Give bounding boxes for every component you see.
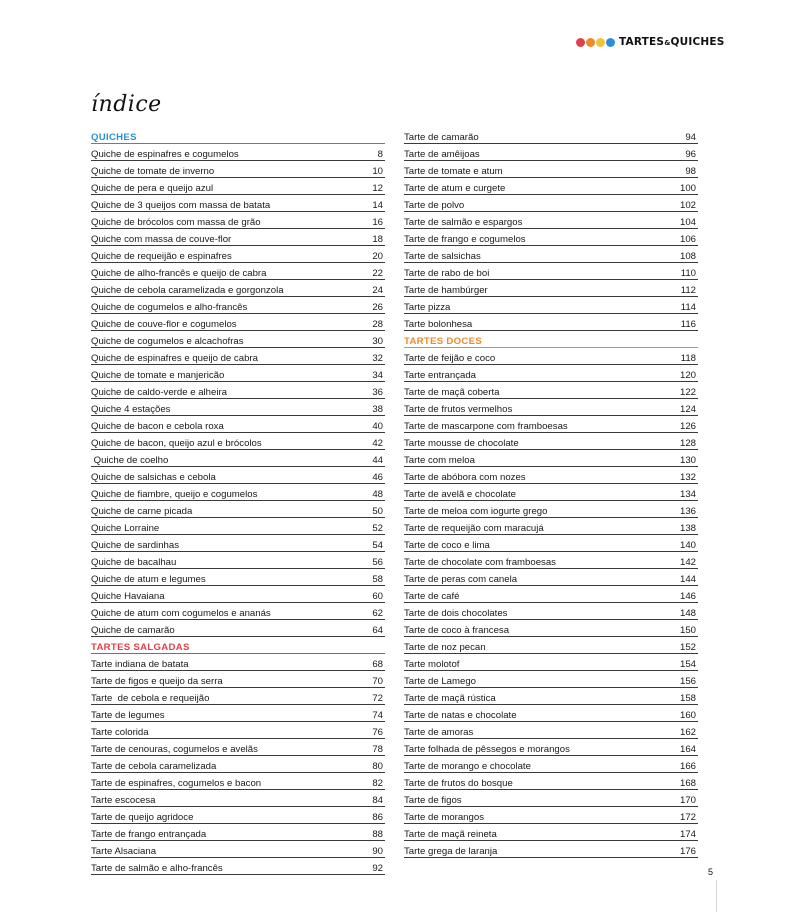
entry-page: 170 bbox=[679, 794, 696, 806]
index-entry bbox=[91, 433, 385, 450]
entry-page: 20 bbox=[372, 250, 383, 262]
index-entry bbox=[91, 263, 385, 280]
entry-label: Tarte de espinafres, cogumelos e bacon bbox=[91, 777, 262, 789]
entry-label: Tarte de legumes bbox=[91, 709, 165, 721]
entry-page: 58 bbox=[372, 573, 383, 585]
entry-label: Tarte de peras com canela bbox=[404, 573, 518, 585]
index-entry bbox=[404, 467, 698, 484]
entry-page: 124 bbox=[679, 403, 696, 415]
entry-page: 168 bbox=[679, 777, 696, 789]
entry-page: 60 bbox=[372, 590, 383, 602]
index-entry bbox=[404, 518, 698, 535]
entry-page: 72 bbox=[372, 692, 383, 704]
index-entry bbox=[404, 450, 698, 467]
entry-label: Tarte de salsichas bbox=[404, 250, 481, 262]
index-entry bbox=[91, 586, 385, 603]
entry-label: Tarte de mascarpone com framboesas bbox=[404, 420, 568, 432]
index-entry bbox=[404, 824, 698, 841]
entry-label: Tarte de rabo de boi bbox=[404, 267, 490, 279]
entry-label: Quiche Lorraine bbox=[91, 522, 160, 534]
index-entry bbox=[404, 603, 698, 620]
entry-page: 144 bbox=[679, 573, 696, 585]
entry-page: 172 bbox=[679, 811, 696, 823]
entry-label: Quiche de requeijão e espinafres bbox=[91, 250, 232, 262]
index-entry bbox=[91, 841, 385, 858]
brand-logo bbox=[576, 35, 725, 49]
entry-page: 98 bbox=[685, 165, 696, 177]
index-entry bbox=[404, 501, 698, 518]
entry-label: Tarte de frutos vermelhos bbox=[404, 403, 513, 415]
index-column-left bbox=[91, 127, 385, 875]
index-entry bbox=[91, 450, 385, 467]
index-entry bbox=[404, 722, 698, 739]
entry-page: 38 bbox=[372, 403, 383, 415]
entry-page: 48 bbox=[372, 488, 383, 500]
entry-page: 14 bbox=[372, 199, 383, 211]
entry-label: Tarte com meloa bbox=[404, 454, 475, 466]
entry-page: 146 bbox=[679, 590, 696, 602]
entry-page: 16 bbox=[372, 216, 383, 228]
brand-dot-blue bbox=[606, 38, 615, 47]
entry-page: 44 bbox=[372, 454, 383, 466]
entry-page: 8 bbox=[377, 148, 383, 160]
index-entry bbox=[404, 790, 698, 807]
entry-page: 92 bbox=[372, 862, 383, 874]
entry-label: Quiche de espinafres e queijo de cabra bbox=[91, 352, 258, 364]
index-entry bbox=[91, 246, 385, 263]
entry-label: Tarte de morangos bbox=[404, 811, 484, 823]
entry-page: 134 bbox=[679, 488, 696, 500]
entry-label: Tarte mousse de chocolate bbox=[404, 437, 519, 449]
index-entry bbox=[404, 382, 698, 399]
entry-label: Tarte de hambúrger bbox=[404, 284, 488, 296]
index-entry bbox=[91, 331, 385, 348]
entry-page: 42 bbox=[372, 437, 383, 449]
page-edge-divider bbox=[716, 880, 717, 912]
entry-label: Quiche de fiambre, queijo e cogumelos bbox=[91, 488, 258, 500]
entry-page: 148 bbox=[679, 607, 696, 619]
entry-page: 50 bbox=[372, 505, 383, 517]
entry-label: Tarte de salmão e alho-francês bbox=[91, 862, 223, 874]
index-entry bbox=[404, 280, 698, 297]
index-entry bbox=[404, 705, 698, 722]
entry-label: Tarte de avelã e chocolate bbox=[404, 488, 516, 500]
entry-label: Tarte de frutos do bosque bbox=[404, 777, 513, 789]
entry-page: 136 bbox=[679, 505, 696, 517]
entry-label: Tarte pizza bbox=[404, 301, 451, 313]
entry-label: Tarte de meloa com iogurte grego bbox=[404, 505, 548, 517]
entry-label: Tarte de frango e cogumelos bbox=[404, 233, 526, 245]
entry-label: Quiche de cebola caramelizada e gorgonzola bbox=[91, 284, 284, 296]
index-entry bbox=[91, 314, 385, 331]
entry-label: Tarte de Lamego bbox=[404, 675, 476, 687]
entry-page: 78 bbox=[372, 743, 383, 755]
index-entry bbox=[404, 144, 698, 161]
entry-page: 152 bbox=[679, 641, 696, 653]
entry-label: Tarte de cebola caramelizada bbox=[91, 760, 217, 772]
entry-label: Quiche de atum e legumes bbox=[91, 573, 206, 585]
brand-name: TARTES&QUICHES bbox=[619, 36, 725, 48]
index-entry bbox=[404, 586, 698, 603]
index-entry bbox=[91, 552, 385, 569]
entry-label: Quiche de tomate de inverno bbox=[91, 165, 215, 177]
entry-label: Tarte de cebola e requeijão bbox=[91, 692, 210, 704]
index-entry bbox=[91, 688, 385, 705]
entry-page: 36 bbox=[372, 386, 383, 398]
entry-page: 24 bbox=[372, 284, 383, 296]
index-entry bbox=[404, 739, 698, 756]
page-number: 5 bbox=[708, 867, 714, 877]
entry-page: 138 bbox=[679, 522, 696, 534]
entry-label: Tarte de requeijão com maracujá bbox=[404, 522, 544, 534]
index-entry bbox=[404, 654, 698, 671]
entry-page: 114 bbox=[680, 301, 696, 313]
entry-label: Quiche de coelho bbox=[91, 454, 169, 466]
index-entry bbox=[91, 535, 385, 552]
entry-label: Quiche com massa de couve-flor bbox=[91, 233, 232, 245]
entry-page: 120 bbox=[679, 369, 696, 381]
entry-page: 166 bbox=[679, 760, 696, 772]
entry-page: 176 bbox=[679, 845, 696, 857]
brand-dot-red bbox=[576, 38, 585, 47]
entry-label: Quiche de pera e queijo azul bbox=[91, 182, 214, 194]
index-entry bbox=[404, 195, 698, 212]
section-heading-quiches: QUICHES bbox=[91, 127, 385, 144]
entry-page: 118 bbox=[680, 352, 696, 364]
index-entry bbox=[91, 603, 385, 620]
entry-label: Quiche de atum com cogumelos e ananás bbox=[91, 607, 271, 619]
entry-label: Tarte indiana de batata bbox=[91, 658, 189, 670]
entry-page: 52 bbox=[372, 522, 383, 534]
entry-page: 88 bbox=[372, 828, 383, 840]
entry-label: Tarte de figos e queijo da serra bbox=[91, 675, 223, 687]
index-entry bbox=[404, 348, 698, 365]
entry-page: 80 bbox=[372, 760, 383, 772]
entry-label: Quiche de tomate e manjericão bbox=[91, 369, 225, 381]
entry-page: 46 bbox=[372, 471, 383, 483]
entry-page: 68 bbox=[372, 658, 383, 670]
entry-page: 62 bbox=[372, 607, 383, 619]
index-entry bbox=[91, 739, 385, 756]
brand-dot-orange bbox=[586, 38, 595, 47]
entry-page: 40 bbox=[372, 420, 383, 432]
entry-page: 154 bbox=[679, 658, 696, 670]
entry-page: 116 bbox=[680, 318, 696, 330]
index-entry bbox=[404, 416, 698, 433]
index-entry bbox=[91, 365, 385, 382]
entry-label: Tarte de polvo bbox=[404, 199, 465, 211]
index-entry bbox=[91, 722, 385, 739]
index-entry bbox=[404, 212, 698, 229]
index-entry bbox=[91, 654, 385, 671]
index-entry bbox=[91, 178, 385, 195]
entry-page: 12 bbox=[372, 182, 383, 194]
entry-label: Tarte molotof bbox=[404, 658, 460, 670]
index-entry bbox=[91, 518, 385, 535]
entry-page: 94 bbox=[685, 131, 696, 143]
entry-page: 108 bbox=[679, 250, 696, 262]
entry-label: Tarte de maçã coberta bbox=[404, 386, 500, 398]
entry-label: Tarte grega de laranja bbox=[404, 845, 498, 857]
entry-label: Tarte de chocolate com framboesas bbox=[404, 556, 556, 568]
entry-label: Tarte de amêijoas bbox=[404, 148, 480, 160]
entry-label: Quiche de 3 queijos com massa de batata bbox=[91, 199, 271, 211]
index-entry bbox=[404, 671, 698, 688]
entry-page: 156 bbox=[679, 675, 696, 687]
entry-page: 70 bbox=[372, 675, 383, 687]
index-entry bbox=[91, 620, 385, 637]
entry-page: 126 bbox=[679, 420, 696, 432]
entry-page: 18 bbox=[372, 233, 383, 245]
index-entry bbox=[91, 195, 385, 212]
entry-label: Quiche de bacon e cebola roxa bbox=[91, 420, 224, 432]
index-entry bbox=[404, 127, 698, 144]
index-entry bbox=[404, 637, 698, 654]
entry-label: Tarte de noz pecan bbox=[404, 641, 486, 653]
index-column-right bbox=[404, 127, 698, 858]
entry-label: Tarte de camarão bbox=[404, 131, 479, 143]
index-entry bbox=[91, 807, 385, 824]
entry-page: 140 bbox=[679, 539, 696, 551]
entry-page: 110 bbox=[680, 267, 696, 279]
entry-label: Quiche de bacalhau bbox=[91, 556, 177, 568]
entry-page: 162 bbox=[679, 726, 696, 738]
index-entry bbox=[91, 705, 385, 722]
entry-page: 158 bbox=[679, 692, 696, 704]
entry-label: Quiche de carne picada bbox=[91, 505, 193, 517]
index-entry bbox=[91, 569, 385, 586]
entry-page: 102 bbox=[679, 199, 696, 211]
entry-label: Tarte de dois chocolates bbox=[404, 607, 508, 619]
index-entry bbox=[404, 569, 698, 586]
index-entry bbox=[404, 620, 698, 637]
index-entry bbox=[404, 756, 698, 773]
entry-page: 112 bbox=[680, 284, 696, 296]
index-entry bbox=[404, 246, 698, 263]
entry-label: Tarte de frango entrançada bbox=[91, 828, 207, 840]
entry-page: 174 bbox=[679, 828, 696, 840]
entry-page: 64 bbox=[372, 624, 383, 636]
entry-label: Tarte de coco à francesa bbox=[404, 624, 510, 636]
entry-label: Tarte de maçã rústica bbox=[404, 692, 496, 704]
index-entry bbox=[404, 314, 698, 331]
entry-label: Tarte colorida bbox=[91, 726, 149, 738]
entry-page: 100 bbox=[679, 182, 696, 194]
index-entry bbox=[91, 824, 385, 841]
index-entry bbox=[91, 280, 385, 297]
entry-page: 84 bbox=[372, 794, 383, 806]
index-entry bbox=[91, 484, 385, 501]
index-entry bbox=[404, 161, 698, 178]
entry-page: 150 bbox=[679, 624, 696, 636]
entry-page: 74 bbox=[372, 709, 383, 721]
index-entry bbox=[91, 212, 385, 229]
entry-label: Tarte de salmão e espargos bbox=[404, 216, 523, 228]
entry-page: 26 bbox=[372, 301, 383, 313]
index-entry bbox=[404, 263, 698, 280]
index-entry bbox=[91, 382, 385, 399]
index-entry bbox=[404, 399, 698, 416]
entry-label: Tarte escocesa bbox=[91, 794, 156, 806]
index-entry bbox=[91, 161, 385, 178]
index-entry bbox=[91, 399, 385, 416]
entry-label: Quiche de bacon, queijo azul e brócolos bbox=[91, 437, 262, 449]
entry-label: Tarte bolonhesa bbox=[404, 318, 473, 330]
entry-page: 56 bbox=[372, 556, 383, 568]
entry-page: 130 bbox=[679, 454, 696, 466]
index-entry bbox=[91, 671, 385, 688]
entry-page: 28 bbox=[372, 318, 383, 330]
index-entry bbox=[91, 297, 385, 314]
entry-label: Tarte de morango e chocolate bbox=[404, 760, 531, 772]
index-entry bbox=[404, 773, 698, 790]
entry-page: 106 bbox=[679, 233, 696, 245]
index-entry bbox=[404, 484, 698, 501]
entry-page: 30 bbox=[372, 335, 383, 347]
entry-page: 54 bbox=[372, 539, 383, 551]
entry-label: Tarte folhada de pêssegos e morangos bbox=[404, 743, 570, 755]
entry-page: 164 bbox=[679, 743, 696, 755]
entry-label: Tarte de figos bbox=[404, 794, 462, 806]
index-entry bbox=[404, 229, 698, 246]
entry-page: 90 bbox=[372, 845, 383, 857]
entry-label: Quiche de sardinhas bbox=[91, 539, 179, 551]
entry-label: Tarte de abóbora com nozes bbox=[404, 471, 526, 483]
entry-label: Tarte de natas e chocolate bbox=[404, 709, 517, 721]
index-entry bbox=[91, 467, 385, 484]
entry-label: Tarte de coco e lima bbox=[404, 539, 490, 551]
entry-label: Tarte de café bbox=[404, 590, 460, 602]
entry-label: Tarte de amoras bbox=[404, 726, 474, 738]
entry-page: 34 bbox=[372, 369, 383, 381]
entry-label: Tarte de queijo agridoce bbox=[91, 811, 194, 823]
index-entry bbox=[404, 841, 698, 858]
index-entry bbox=[404, 688, 698, 705]
entry-page: 160 bbox=[679, 709, 696, 721]
entry-page: 32 bbox=[372, 352, 383, 364]
entry-page: 10 bbox=[372, 165, 383, 177]
index-entry bbox=[404, 807, 698, 824]
entry-label: Quiche 4 estações bbox=[91, 403, 171, 415]
index-entry bbox=[404, 433, 698, 450]
entry-page: 142 bbox=[679, 556, 696, 568]
index-entry bbox=[91, 790, 385, 807]
entry-page: 22 bbox=[372, 267, 383, 279]
brand-dot-yellow bbox=[596, 38, 605, 47]
index-entry bbox=[404, 552, 698, 569]
index-entry bbox=[91, 416, 385, 433]
page-title: índice bbox=[91, 92, 162, 117]
index-entry bbox=[91, 348, 385, 365]
entry-label: Tarte de atum e curgete bbox=[404, 182, 506, 194]
entry-page: 86 bbox=[372, 811, 383, 823]
entry-label: Quiche de camarão bbox=[91, 624, 175, 636]
entry-label: Tarte de tomate e atum bbox=[404, 165, 503, 177]
entry-label: Tarte Alsaciana bbox=[91, 845, 157, 857]
index-entry bbox=[91, 501, 385, 518]
entry-label: Tarte de cenouras, cogumelos e avelãs bbox=[91, 743, 258, 755]
index-entry bbox=[404, 178, 698, 195]
entry-page: 122 bbox=[679, 386, 696, 398]
entry-label: Tarte de feijão e coco bbox=[404, 352, 496, 364]
entry-label: Quiche de espinafres e cogumelos bbox=[91, 148, 239, 160]
index-entry bbox=[404, 365, 698, 382]
entry-label: Tarte de maçã reineta bbox=[404, 828, 497, 840]
entry-page: 132 bbox=[679, 471, 696, 483]
index-entry bbox=[91, 144, 385, 161]
entry-label: Quiche de caldo-verde e alheira bbox=[91, 386, 227, 398]
entry-label: Quiche de salsichas e cebola bbox=[91, 471, 216, 483]
index-entry bbox=[91, 229, 385, 246]
index-entry bbox=[404, 535, 698, 552]
index-entry bbox=[91, 858, 385, 875]
entry-label: Quiche de brócolos com massa de grão bbox=[91, 216, 261, 228]
index-entry bbox=[91, 756, 385, 773]
entry-label: Quiche de alho-francês e queijo de cabra bbox=[91, 267, 267, 279]
entry-label: Quiche Havaiana bbox=[91, 590, 165, 602]
entry-label: Quiche de cogumelos e alcachofras bbox=[91, 335, 244, 347]
entry-page: 96 bbox=[685, 148, 696, 160]
entry-label: Quiche de couve-flor e cogumelos bbox=[91, 318, 237, 330]
entry-label: Quiche de cogumelos e alho-francês bbox=[91, 301, 248, 313]
index-entry bbox=[404, 297, 698, 314]
entry-page: 104 bbox=[679, 216, 696, 228]
entry-label: Tarte entrançada bbox=[404, 369, 476, 381]
entry-page: 82 bbox=[372, 777, 383, 789]
section-heading-doces: TARTES DOCES bbox=[404, 331, 698, 348]
entry-page: 76 bbox=[372, 726, 383, 738]
entry-page: 128 bbox=[679, 437, 696, 449]
section-heading-salgadas: TARTES SALGADAS bbox=[91, 637, 385, 654]
index-entry bbox=[91, 773, 385, 790]
